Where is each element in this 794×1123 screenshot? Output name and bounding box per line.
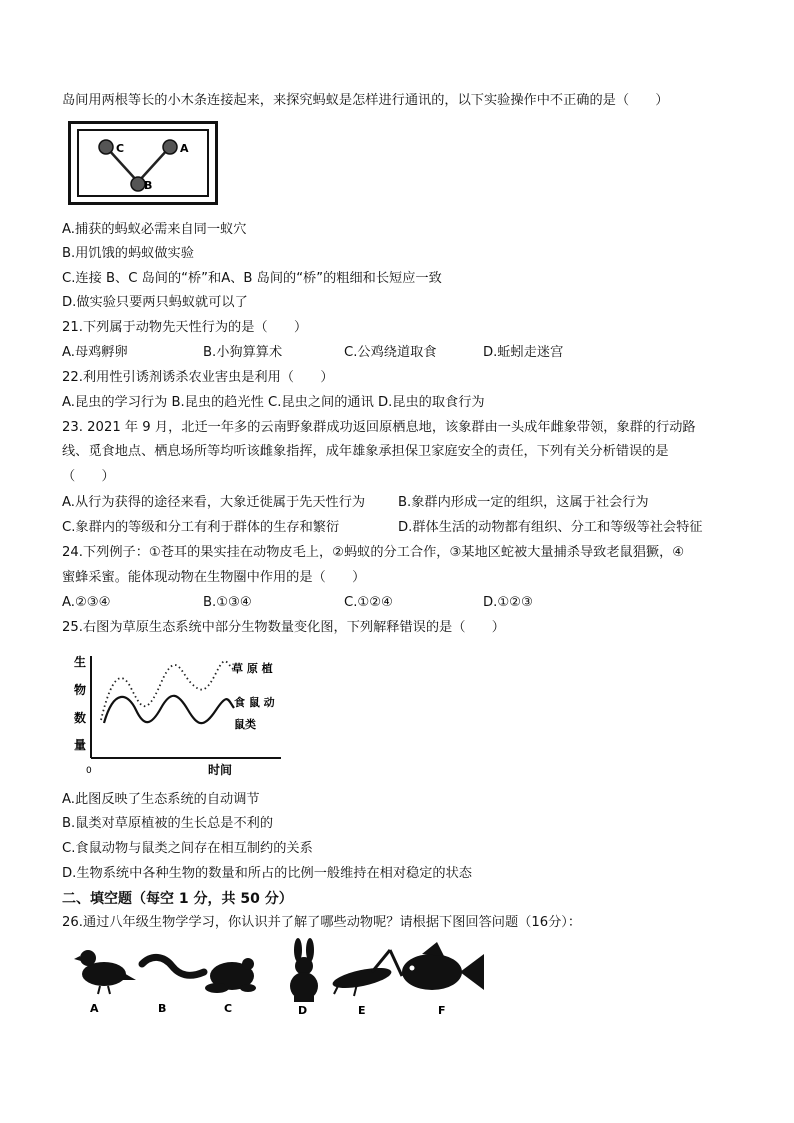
q21-option-a: A.母鸡孵卵 — [62, 345, 128, 360]
chart-series-rodents-label: 鼠类 — [234, 718, 256, 731]
ant-experiment-figure — [68, 121, 218, 205]
island-b-label: B — [144, 179, 153, 192]
animal-a-label: A — [90, 1002, 99, 1015]
q25-option-d: D.生物系统中各种生物的数量和所占的比例一般维持在相对稳定的状态 — [62, 866, 472, 881]
animal-d-label: D — [298, 1004, 308, 1017]
q21-option-b: B.小狗算算术 — [203, 345, 283, 360]
animals-figure — [72, 936, 492, 1018]
chart-series-rodents-line — [104, 696, 234, 723]
q25-stem: 25.右图为草原生态系统中部分生物数量变化图，下列解释错误的是（ ） — [62, 620, 505, 635]
chart-series-plants-label: 草 原 植 — [232, 662, 273, 675]
animal-f-fish-icon — [402, 942, 484, 990]
animal-e-label: E — [358, 1004, 366, 1017]
q25-option-c: C.食鼠动物与鼠类之间存在相互制约的关系 — [62, 841, 313, 856]
chart-xlabel: 时间 — [208, 763, 233, 777]
animal-f-label: F — [438, 1004, 446, 1017]
animal-e-locust-icon — [331, 950, 402, 996]
q25-option-b: B.鼠类对草原植被的生长总是不利的 — [62, 816, 274, 831]
q22-stem: 22.利用性引诱剂诱杀农业害虫是利用（ ） — [62, 370, 334, 385]
q21-stem: 21.下列属于动物先天性行为的是（ ） — [62, 320, 308, 335]
animal-c-label: C — [224, 1002, 233, 1015]
chart-origin-label: 0 — [86, 766, 92, 776]
island-b — [131, 177, 152, 192]
chart-ylabel-1: 生 — [74, 655, 87, 669]
q22-options: A.昆虫的学习行为 B.昆虫的趋光性 C.昆虫之间的通讯 D.昆虫的取食行为 — [62, 395, 485, 410]
animal-d-rabbit-icon — [290, 938, 318, 1002]
q23-stem-line2: 线、觅食地点、栖息场所等均听该雌象指挥，成年雄象承担保卫家庭安全的责任，下列有关分析错误的是 — [62, 444, 669, 459]
q24-stem-line1: 24.下列例子：①苍耳的果实挂在动物皮毛上，②蚂蚁的分工合作，③某地区蛇被大量捕杀导致老鼠猖獗，④ — [62, 545, 685, 560]
q20-option-c: C.连接 B、C 岛间的“桥”和A、B 岛间的“桥”的粗细和长短应一致 — [62, 271, 442, 286]
chart-ylabel-2: 物 — [74, 683, 87, 697]
q24-option-a: A.②③④ — [62, 595, 111, 610]
q24-option-b: B.①③④ — [203, 595, 252, 610]
q23-option-c: C.象群内的等级和分工有利于群体的生存和繁衍 — [62, 520, 340, 535]
q23-option-d: D.群体生活的动物都有组织、分工和等级等社会特征 — [398, 520, 703, 535]
animal-b-label: B — [158, 1002, 167, 1015]
q21-option-d: D.蚯蚓走迷宫 — [483, 345, 564, 360]
q20-option-d: D.做实验只要两只蚂蚁就可以了 — [62, 295, 248, 310]
chart-ylabel-4: 量 — [74, 738, 87, 752]
q21-option-c: C.公鸡绕道取食 — [344, 345, 437, 360]
island-a — [163, 140, 189, 155]
animal-a-bird-icon — [74, 950, 136, 994]
island-a-label: A — [180, 142, 189, 155]
q24-stem-line2: 蜜蜂采蜜。能体现动物在生物圈中作用的是（ ） — [62, 570, 366, 585]
animal-c-frog-icon — [205, 958, 256, 993]
q20-option-b: B.用饥饿的蚂蚁做实验 — [62, 246, 194, 261]
island-c-label: C — [116, 142, 125, 155]
q25-option-a: A.此图反映了生态系统的自动调节 — [62, 792, 260, 807]
population-chart — [66, 648, 296, 778]
q26-stem: 26.通过八年级生物学学习，你认识并了解了哪些动物呢？请根据下图回答问题（16分）： — [62, 915, 582, 930]
section2-heading: 二、填空题（每空 1 分，共 50 分） — [62, 891, 293, 907]
q23-option-b: B.象群内形成一定的组织，这属于社会行为 — [398, 495, 649, 510]
chart-series-predators-label: 食 鼠 动 — [234, 696, 275, 709]
animal-b-earthworm-icon — [142, 957, 204, 975]
q23-stem-line3: （ ） — [62, 469, 115, 484]
q23-option-a: A.从行为获得的途径来看，大象迁徙属于先天性行为 — [62, 495, 366, 510]
q20-option-a: A.捕获的蚂蚁必需来自同一蚁穴 — [62, 222, 247, 237]
chart-ylabel-3: 数 — [74, 711, 87, 725]
q20-stem: 岛间用两根等长的小木条连接起来，来探究蚂蚁是怎样进行通讯的，以下实验操作中不正确的是（ ） — [62, 93, 669, 108]
q24-option-d: D.①②③ — [483, 595, 533, 610]
q24-option-c: C.①②④ — [344, 595, 393, 610]
q23-stem-line1: 23. 2021 年 9 月，北迁一年多的云南野象群成功返回原栖息地，该象群由一头成年雌象带领，象群的行动路 — [62, 420, 696, 435]
